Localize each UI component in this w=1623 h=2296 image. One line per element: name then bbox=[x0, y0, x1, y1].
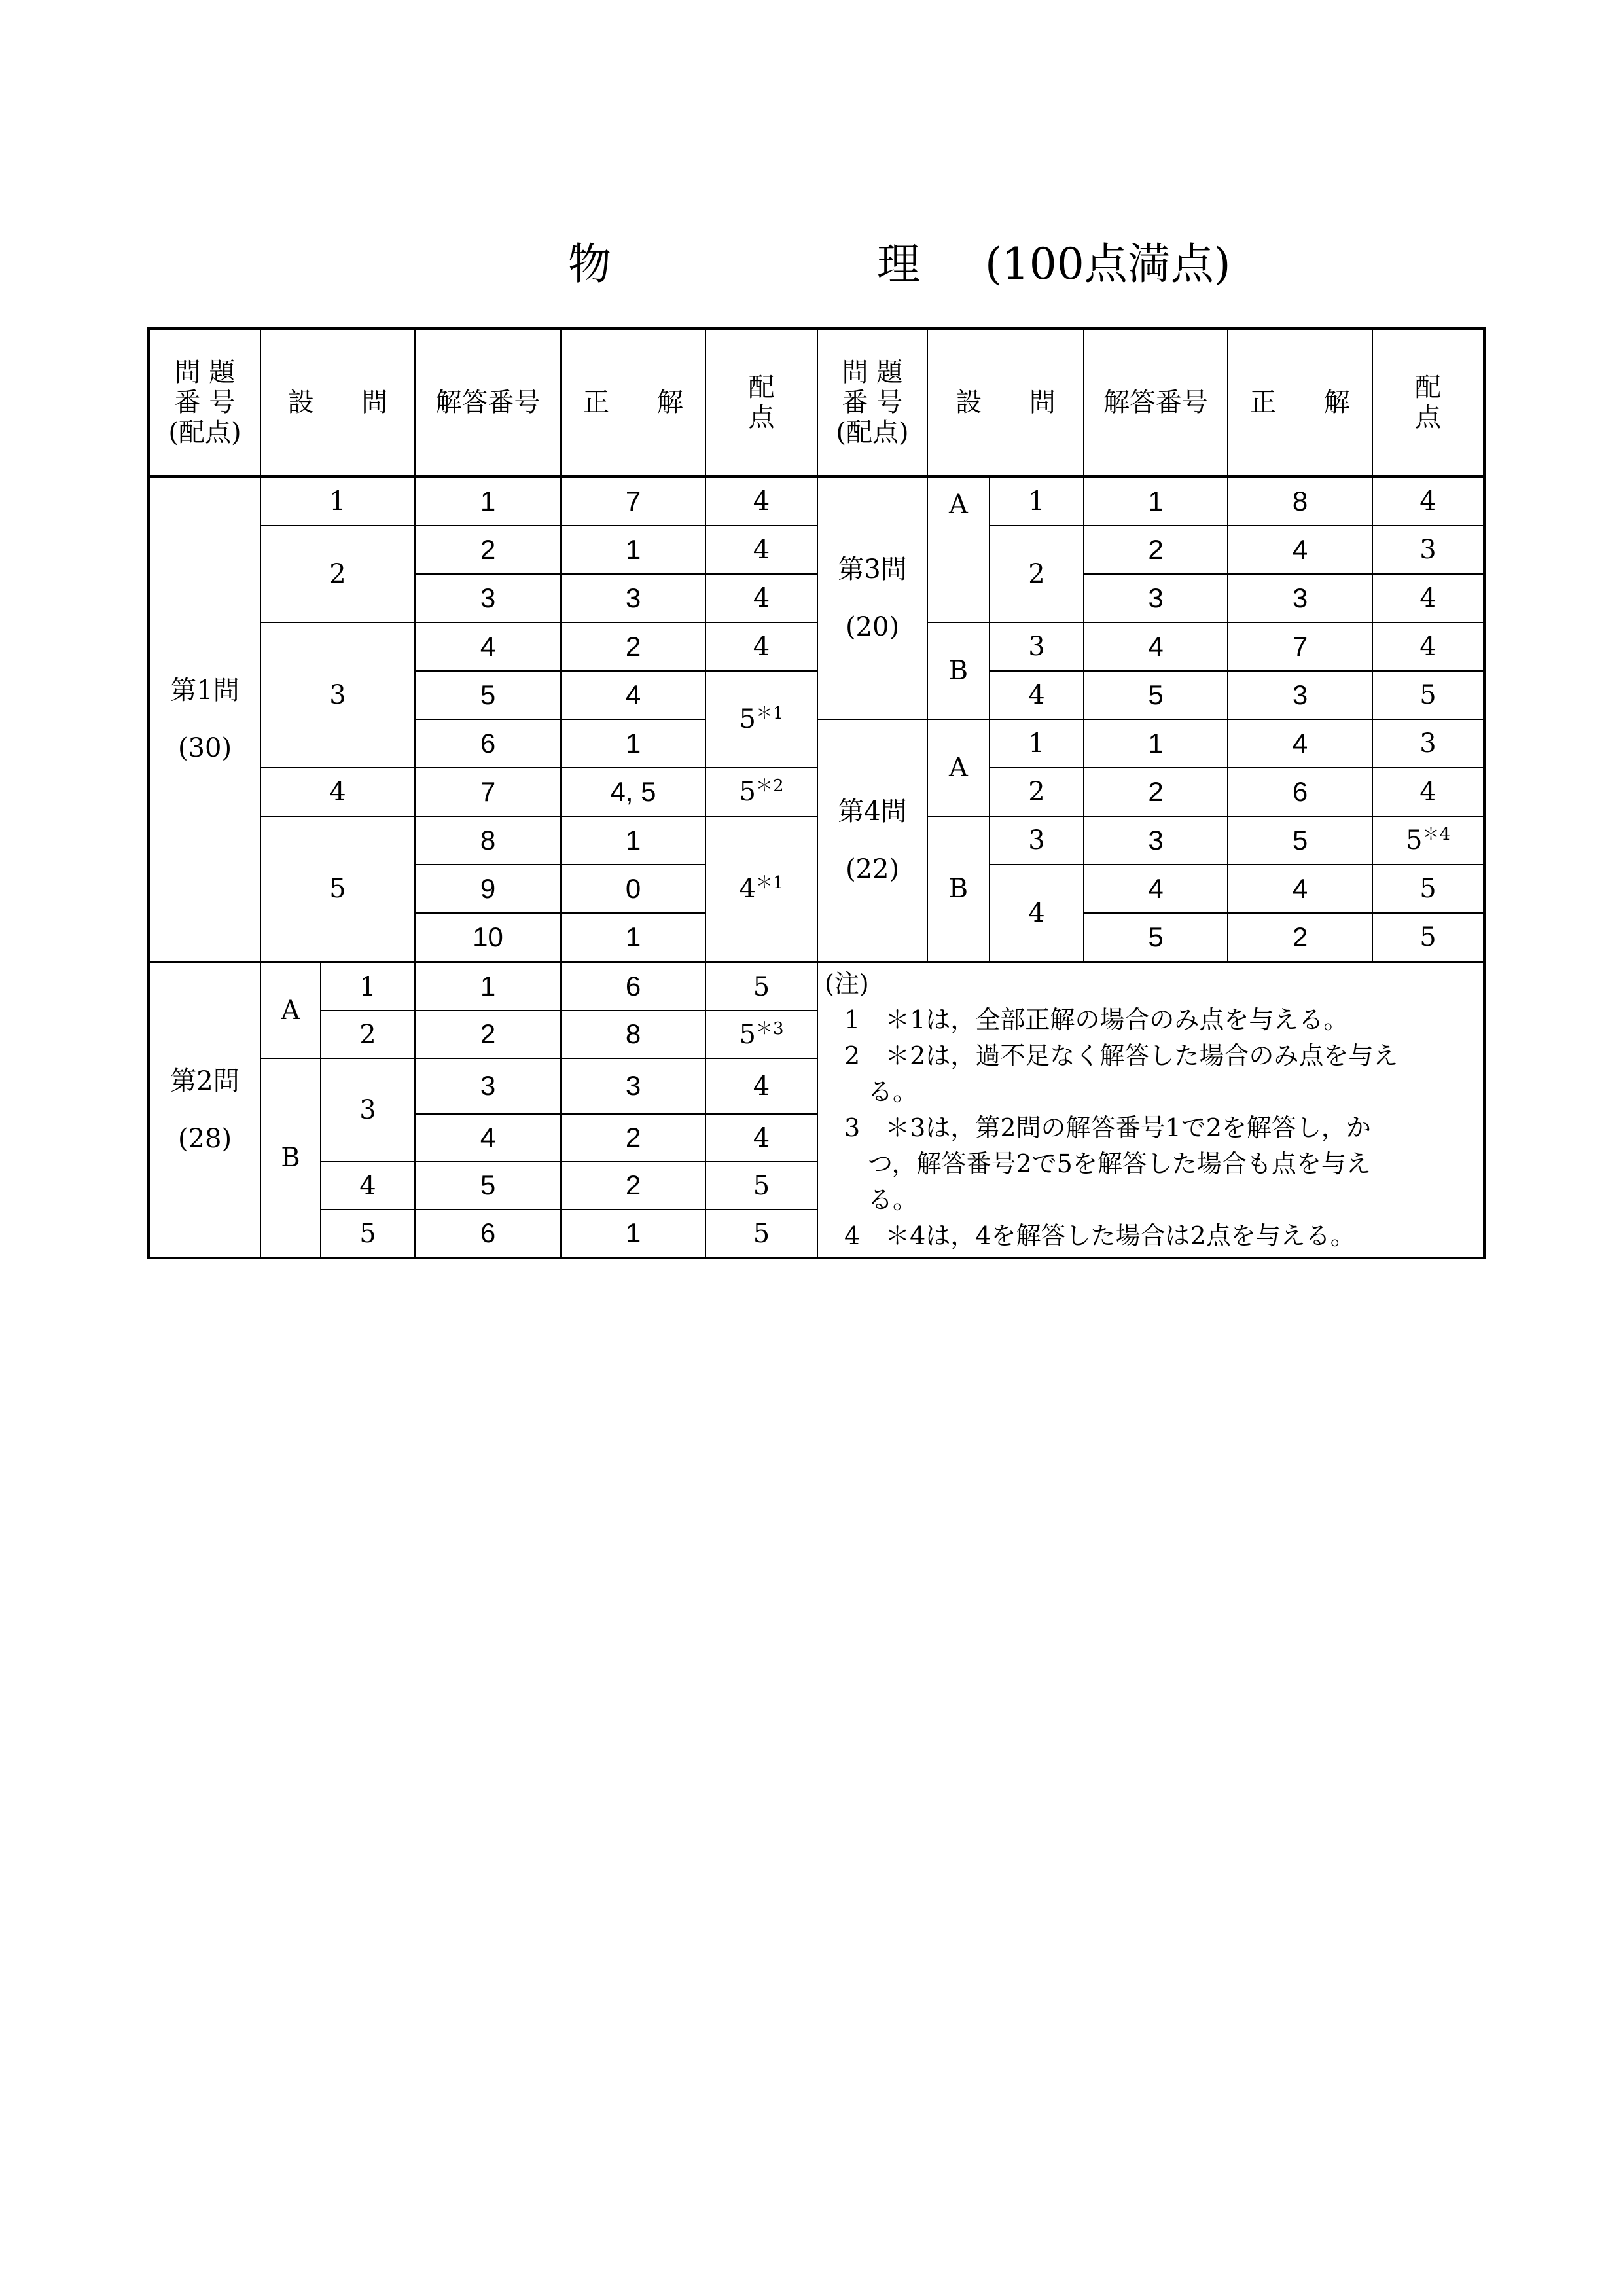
table-row bbox=[149, 816, 1484, 865]
answer-no: 2 bbox=[1084, 768, 1228, 816]
answer-no: 3 bbox=[1084, 574, 1228, 622]
sub-question: 1 bbox=[990, 476, 1084, 526]
sub-question: 4 bbox=[990, 671, 1084, 719]
question-3-cell: 第3問 (20) bbox=[817, 476, 927, 720]
answer-no: 1 bbox=[1084, 719, 1228, 768]
note-line: 3 ＊3は，第2問の解答番号1で2を解答し，か bbox=[844, 1113, 1371, 1142]
answer-no: 5 bbox=[1084, 671, 1228, 719]
table-row bbox=[149, 526, 1484, 574]
points: 4 bbox=[705, 1058, 817, 1114]
table-row bbox=[149, 962, 1484, 1011]
part-label: B bbox=[927, 816, 990, 962]
points: 5 bbox=[705, 1162, 817, 1210]
table-row bbox=[149, 768, 1484, 816]
points: $4^{*1}$ bbox=[705, 816, 817, 962]
points: $5^{*4}$ bbox=[1372, 816, 1484, 865]
points: 4 bbox=[705, 526, 817, 574]
header-answer-no: 解答番号 bbox=[1084, 329, 1228, 476]
answer: 5 bbox=[1228, 816, 1372, 865]
note-line: る。 bbox=[868, 1077, 918, 1106]
answer: 0 bbox=[561, 865, 705, 913]
answer: 6 bbox=[1228, 768, 1372, 816]
part-label: A bbox=[927, 476, 990, 623]
answer: 2 bbox=[561, 1114, 705, 1162]
points: 4 bbox=[705, 622, 817, 671]
points: 4 bbox=[705, 476, 817, 526]
answer: 4 bbox=[561, 671, 705, 719]
sub-question: 2 bbox=[990, 526, 1084, 622]
title-subject-1: 物 bbox=[568, 239, 611, 289]
part-label: B bbox=[260, 1058, 321, 1258]
answer: 8 bbox=[561, 1011, 705, 1058]
sub-question: 5 bbox=[321, 1210, 415, 1258]
answer: 6 bbox=[561, 962, 705, 1011]
answer-no: 9 bbox=[415, 865, 561, 913]
answer: 4 bbox=[1228, 719, 1372, 768]
header-answer: 正 解 bbox=[1228, 329, 1372, 476]
answer: 1 bbox=[561, 1210, 705, 1258]
points: $5^{*3}$ bbox=[705, 1011, 817, 1058]
answer-no: 7 bbox=[415, 768, 561, 816]
header-answer: 正 解 bbox=[561, 329, 705, 476]
header-sub: 設 問 bbox=[927, 329, 1084, 476]
answer-no: 3 bbox=[415, 1058, 561, 1114]
points: 5 bbox=[705, 962, 817, 1011]
answer-no: 1 bbox=[1084, 476, 1228, 526]
points: $5^{*2}$ bbox=[705, 768, 817, 816]
answer-table bbox=[147, 327, 1486, 1259]
points: 5 bbox=[1372, 865, 1484, 913]
answer: 2 bbox=[1228, 913, 1372, 962]
answer: 1 bbox=[561, 913, 705, 962]
answer-no: 3 bbox=[1084, 816, 1228, 865]
header-answer-no: 解答番号 bbox=[415, 329, 561, 476]
answer: 3 bbox=[1228, 671, 1372, 719]
answer-no: 1 bbox=[415, 476, 561, 526]
note-line: 4 ＊4は，4を解答した場合は2点を与える。 bbox=[844, 1221, 1355, 1250]
notes bbox=[817, 962, 1484, 1258]
answer: 1 bbox=[561, 719, 705, 768]
note-line: る。 bbox=[868, 1185, 918, 1214]
answer: 7 bbox=[1228, 622, 1372, 671]
question-2-cell: 第2問 (28) bbox=[149, 962, 260, 1258]
title-subject-2: 理 bbox=[877, 239, 920, 289]
answer-no: 2 bbox=[415, 1011, 561, 1058]
sub-question: 5 bbox=[260, 816, 415, 962]
note-line: 1 ＊1は，全部正解の場合のみ点を与える。 bbox=[844, 1005, 1349, 1034]
points: 5 bbox=[1372, 671, 1484, 719]
sub-question: 1 bbox=[321, 962, 415, 1011]
answer-no: 4 bbox=[415, 622, 561, 671]
title-full-marks: (100点満点) bbox=[985, 239, 1231, 289]
answer-no: 4 bbox=[1084, 865, 1228, 913]
part-label: A bbox=[927, 719, 990, 816]
part-label: B bbox=[927, 622, 990, 719]
answer-no: 10 bbox=[415, 913, 561, 962]
answer: 4 bbox=[1228, 865, 1372, 913]
header-points: 配 点 bbox=[1372, 329, 1484, 476]
header-sub: 設 問 bbox=[260, 329, 415, 476]
part-label: A bbox=[260, 962, 321, 1058]
answer: 3 bbox=[561, 1058, 705, 1114]
answer-no: 5 bbox=[415, 1162, 561, 1210]
question-4-cell: 第4問 (22) bbox=[817, 719, 927, 962]
header-row bbox=[149, 329, 1484, 476]
sub-question: 2 bbox=[260, 526, 415, 622]
answer: 3 bbox=[561, 574, 705, 622]
sub-question: 2 bbox=[990, 768, 1084, 816]
header-question: 問 題 番 号 (配点) bbox=[817, 329, 927, 476]
points: 5 bbox=[1372, 913, 1484, 962]
points: 5 bbox=[705, 1210, 817, 1258]
answer: 4 bbox=[1228, 526, 1372, 574]
points: 4 bbox=[1372, 476, 1484, 526]
answer-no: 2 bbox=[1084, 526, 1228, 574]
sub-question: 4 bbox=[990, 865, 1084, 962]
answer: 4, 5 bbox=[561, 768, 705, 816]
notes-heading: (注) bbox=[825, 969, 869, 998]
answer-no: 5 bbox=[415, 671, 561, 719]
answer-no: 3 bbox=[415, 574, 561, 622]
answer-no: 8 bbox=[415, 816, 561, 865]
page-title bbox=[0, 229, 1623, 295]
points: 4 bbox=[705, 1114, 817, 1162]
points: 4 bbox=[1372, 768, 1484, 816]
answer: 1 bbox=[561, 816, 705, 865]
answer: 3 bbox=[1228, 574, 1372, 622]
sub-question: 3 bbox=[990, 816, 1084, 865]
sub-question: 4 bbox=[321, 1162, 415, 1210]
answer-no: 4 bbox=[1084, 622, 1228, 671]
answer-no: 6 bbox=[415, 719, 561, 768]
note-line: つ，解答番号2で5を解答した場合も点を与え bbox=[868, 1149, 1371, 1178]
table-row bbox=[149, 476, 1484, 526]
points: $5^{*1}$ bbox=[705, 671, 817, 768]
points: 4 bbox=[1372, 574, 1484, 622]
question-1-cell: 第1問 (30) bbox=[149, 476, 260, 963]
header-points: 配 点 bbox=[705, 329, 817, 476]
answer-no: 5 bbox=[1084, 913, 1228, 962]
answer: 2 bbox=[561, 622, 705, 671]
header-question: 問 題 番 号 (配点) bbox=[149, 329, 260, 476]
answer: 7 bbox=[561, 476, 705, 526]
answer: 1 bbox=[561, 526, 705, 574]
answer-no: 1 bbox=[415, 962, 561, 1011]
answer-no: 6 bbox=[415, 1210, 561, 1258]
sub-question: 3 bbox=[260, 622, 415, 768]
sub-question: 4 bbox=[260, 768, 415, 816]
points: 4 bbox=[705, 574, 817, 622]
sub-question: 2 bbox=[321, 1011, 415, 1058]
answer-no: 2 bbox=[415, 526, 561, 574]
points: 3 bbox=[1372, 526, 1484, 574]
note-line: 2 ＊2は，過不足なく解答した場合のみ点を与え bbox=[844, 1041, 1399, 1070]
points: 4 bbox=[1372, 622, 1484, 671]
answer: 2 bbox=[561, 1162, 705, 1210]
table-row bbox=[149, 622, 1484, 671]
sub-question: 1 bbox=[260, 476, 415, 526]
sub-question: 1 bbox=[990, 719, 1084, 768]
sub-question: 3 bbox=[990, 622, 1084, 671]
answer: 8 bbox=[1228, 476, 1372, 526]
points: 3 bbox=[1372, 719, 1484, 768]
answer-no: 4 bbox=[415, 1114, 561, 1162]
sub-question: 3 bbox=[321, 1058, 415, 1162]
